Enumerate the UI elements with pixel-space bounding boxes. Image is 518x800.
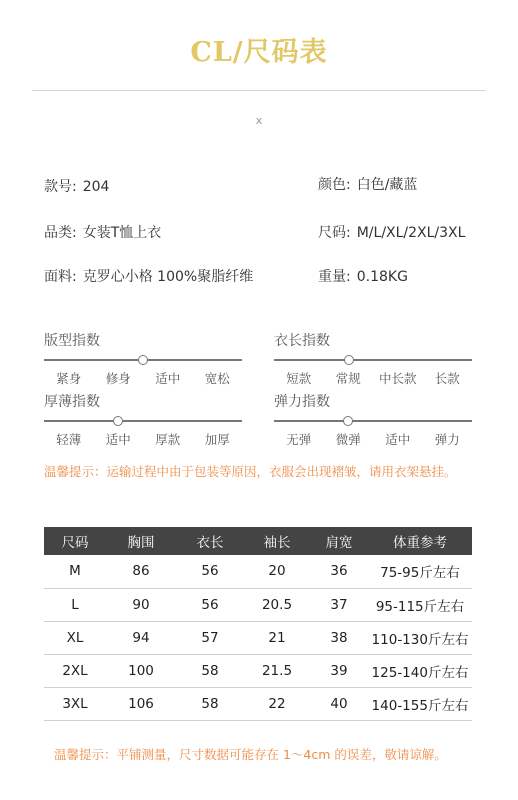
close-icon[interactable]: x	[255, 114, 263, 127]
table-cell: 106	[106, 687, 176, 720]
scale-fit-knob	[138, 355, 148, 365]
table-cell: 57	[176, 621, 244, 654]
scale-fit-options	[44, 369, 242, 387]
scale-elasticity-title: 弹力指数	[274, 394, 330, 410]
scale-option: 常规	[335, 371, 361, 386]
scale-length-knob	[344, 355, 354, 365]
table-cell: 37	[310, 588, 368, 621]
info-style-no-value: 204	[82, 179, 110, 195]
table-row	[44, 555, 472, 588]
table-cell: 56	[176, 588, 244, 621]
scale-option: 无弹	[286, 432, 312, 447]
scale-option: 适中	[385, 432, 411, 447]
info-size-value: M/L/XL/2XL/3XL	[356, 225, 466, 241]
table-cell: M	[44, 555, 106, 588]
wrinkle-tip: 温馨提示：运输过程中由于包装等原因，衣服会出现褶皱，请用衣架悬挂。	[44, 464, 457, 479]
info-style-no	[44, 176, 109, 196]
title-divider	[32, 90, 486, 91]
measurement-tip: 温馨提示：平铺测量，尺寸数据可能存在 1～4cm 的误差，敬请谅解。	[54, 747, 447, 762]
info-category-value: 女装T恤上衣	[82, 225, 162, 241]
table-cell: 75-95斤左右	[368, 555, 472, 588]
header-length: 衣长	[176, 527, 244, 555]
table-cell: 90	[106, 588, 176, 621]
scale-option: 短款	[286, 371, 312, 386]
scale-option: 加厚	[204, 432, 230, 447]
scale-elasticity	[274, 393, 472, 448]
scale-option: 适中	[105, 432, 131, 447]
header-size: 尺码	[44, 527, 106, 555]
scale-option: 修身	[105, 371, 131, 386]
table-row	[44, 687, 472, 720]
scale-thickness-track	[44, 415, 242, 427]
scale-length-title: 衣长指数	[274, 333, 330, 349]
scale-thickness-title: 厚薄指数	[44, 394, 100, 410]
table-header-row	[44, 527, 472, 555]
scale-fit-title: 版型指数	[44, 333, 100, 349]
scale-option: 紧身	[56, 371, 82, 386]
info-fabric	[44, 266, 253, 286]
table-cell: 140-155斤左右	[368, 687, 472, 720]
table-cell: 38	[310, 621, 368, 654]
table-cell: 20	[244, 555, 310, 588]
scale-option: 宽松	[204, 371, 230, 386]
info-weight-label: 重量 :	[318, 269, 351, 285]
scale-thickness	[44, 393, 242, 448]
table-cell: 94	[106, 621, 176, 654]
info-category-label: 品类 :	[44, 225, 77, 241]
scale-option: 中长款	[378, 371, 417, 386]
table-cell: L	[44, 588, 106, 621]
table-cell: 20.5	[244, 588, 310, 621]
info-color	[318, 174, 417, 194]
table-cell: 58	[176, 654, 244, 687]
table-cell: 86	[106, 555, 176, 588]
header-shoulder: 肩宽	[310, 527, 368, 555]
table-cell: 95-115斤左右	[368, 588, 472, 621]
table-cell: 110-130斤左右	[368, 621, 472, 654]
info-size	[318, 222, 465, 242]
scale-option: 轻薄	[56, 432, 82, 447]
table-row	[44, 621, 472, 654]
page-title: CL/尺码表	[190, 37, 328, 68]
scale-thickness-options	[44, 430, 242, 448]
info-color-value: 白色/藏蓝	[356, 177, 418, 193]
scale-elasticity-options	[274, 430, 472, 448]
table-cell: 100	[106, 654, 176, 687]
table-cell: 56	[176, 555, 244, 588]
scale-length-options	[274, 369, 472, 387]
table-cell: 22	[244, 687, 310, 720]
scale-fit	[44, 332, 242, 387]
scale-length-track	[274, 354, 472, 366]
header-weight-ref: 体重参考	[368, 527, 472, 555]
table-cell: 21	[244, 621, 310, 654]
table-cell: 21.5	[244, 654, 310, 687]
table-row	[44, 588, 472, 621]
table-cell: XL	[44, 621, 106, 654]
scale-length	[274, 332, 472, 387]
info-category	[44, 222, 161, 242]
info-style-no-label: 款号 :	[44, 179, 77, 195]
size-table	[44, 527, 472, 721]
scale-option: 厚款	[155, 432, 181, 447]
table-cell: 3XL	[44, 687, 106, 720]
header-bust: 胸围	[106, 527, 176, 555]
info-fabric-label: 面料 :	[44, 269, 77, 285]
table-cell: 125-140斤左右	[368, 654, 472, 687]
table-cell: 36	[310, 555, 368, 588]
info-weight-value: 0.18KG	[356, 269, 408, 285]
scale-thickness-knob	[113, 416, 123, 426]
scale-option: 微弹	[335, 432, 361, 447]
scale-option: 长款	[434, 371, 460, 386]
info-fabric-value: 克罗心小格 100%聚脂纤维	[82, 269, 254, 285]
scale-fit-track	[44, 354, 242, 366]
table-row	[44, 654, 472, 687]
info-size-label: 尺码 :	[318, 225, 351, 241]
header-sleeve: 袖长	[244, 527, 310, 555]
table-cell: 58	[176, 687, 244, 720]
scale-option: 适中	[155, 371, 181, 386]
table-cell: 39	[310, 654, 368, 687]
scale-option: 弹力	[434, 432, 460, 447]
scale-elasticity-track	[274, 415, 472, 427]
scale-elasticity-knob	[343, 416, 353, 426]
info-weight	[318, 266, 408, 286]
info-color-label: 颜色 :	[318, 177, 351, 193]
table-cell: 40	[310, 687, 368, 720]
table-cell: 2XL	[44, 654, 106, 687]
